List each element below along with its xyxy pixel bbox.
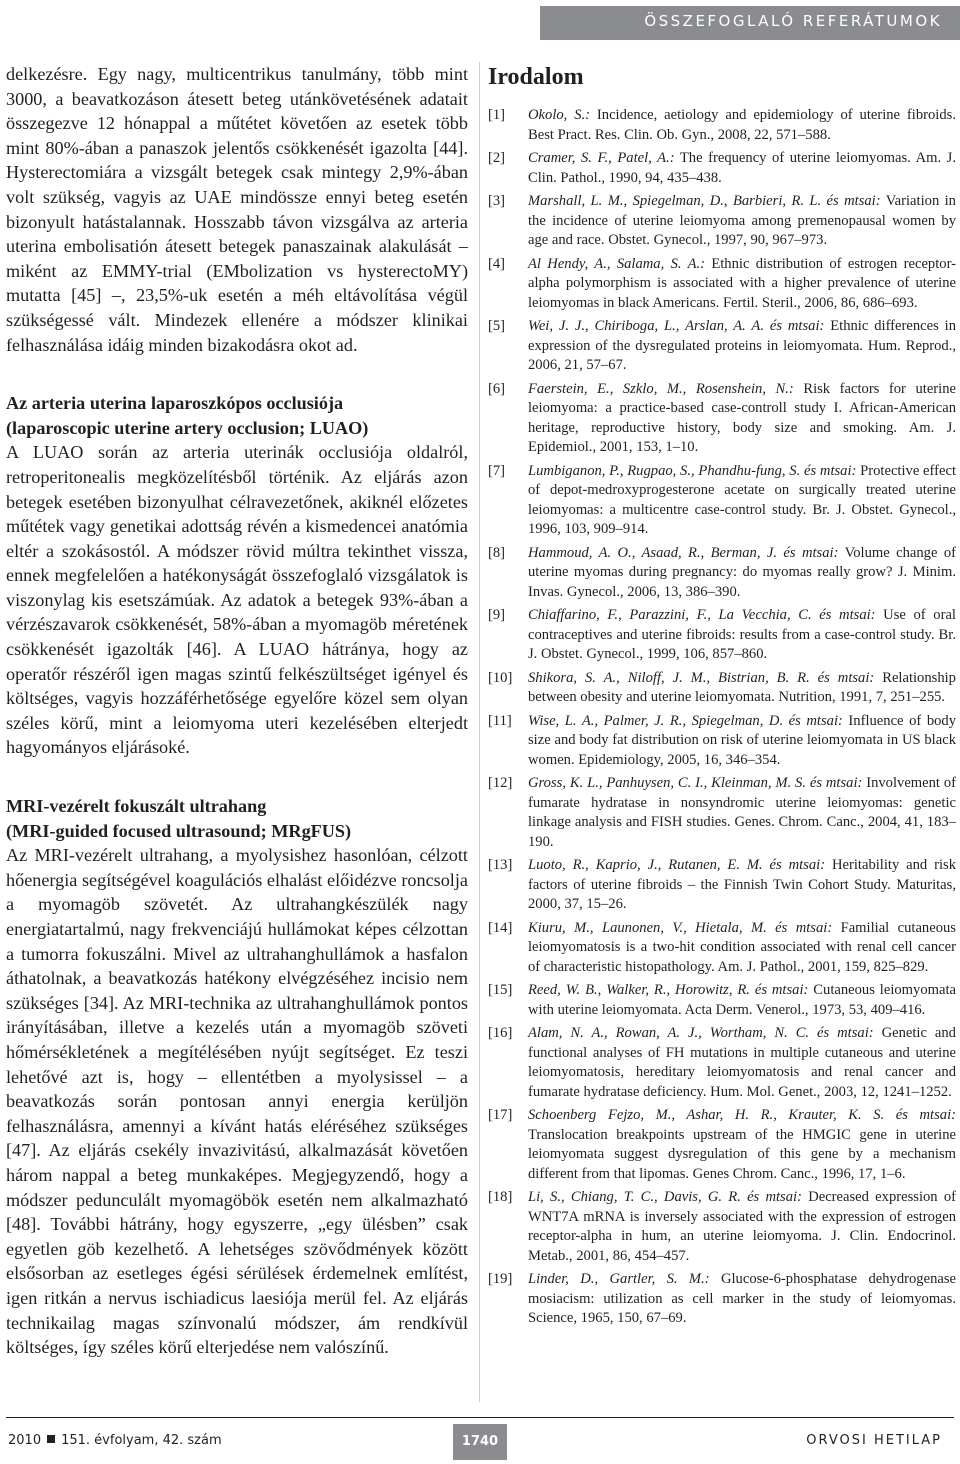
references-column — [488, 62, 956, 1333]
reference-authors: Wise, L. A., Palmer, J. R., Spiegelman, D. és mtsai: — [528, 712, 843, 729]
reference-item — [488, 856, 956, 915]
main-text-column — [6, 62, 468, 1360]
reference-number: [19] — [488, 1271, 513, 1287]
reference-item — [488, 774, 956, 852]
reference-authors: Reed, W. B., Walker, R., Horowitz, R. és mtsai: — [528, 982, 809, 998]
reference-citation: Ethnic differences in expression of the dysregulated proteins in leiomyomata. Hum. Reprod., 2006, 21, 57–67. — [528, 318, 956, 373]
reference-number: [15] — [488, 982, 513, 998]
reference-item — [488, 712, 956, 771]
reference-item — [488, 255, 956, 314]
footer-volume: 151. évfolyam, 42. szám — [61, 1433, 222, 1448]
reference-number: [1] — [488, 107, 506, 123]
reference-number: [11] — [488, 712, 512, 729]
reference-citation: Risk factors for uterine leiomyoma: a practice-based case-controll study I. African-American heritage, reproductive history, body size and smoking. Am. J. Epidemiol., 2001, 153, 1–10. — [528, 380, 956, 455]
reference-item — [488, 149, 956, 188]
reference-item — [488, 106, 956, 145]
reference-citation: Involvement of fumarate hydratase in nonsyndromic uterine leiomyomas: genetic linkage analysis and FISH studies. Genes. Chrom. Canc., 2004, 41, 183–190. — [528, 775, 956, 850]
reference-number: [8] — [488, 544, 506, 561]
reference-number: [4] — [488, 255, 506, 272]
page-number: 1740 — [453, 1424, 507, 1460]
journal-name: ORVOSI HETILAP — [806, 1433, 942, 1448]
reference-citation: Variation in the incidence of uterine leiomyoma among premenopausal women by age and race. Obstet. Gynecol., 1997, 90, 967–973. — [528, 193, 956, 248]
reference-number: [18] — [488, 1189, 513, 1205]
reference-authors: Faerstein, E., Szklo, M., Rosenshein, N.: — [528, 380, 794, 397]
reference-authors: Wei, J. J., Chiriboga, L., Arslan, A. A. és mtsai: — [528, 318, 825, 334]
heading-luao-line1: Az arteria uterina laparoszkópos occlusiója — [6, 393, 344, 414]
reference-citation: Glucose-6-phosphatase dehydrogenase mosiacism: utilization as cell marker in the study of leiomyomas. Science, 1965, 150, 67–69. — [528, 1271, 956, 1326]
reference-authors: Okolo, S.: — [528, 107, 591, 123]
reference-item — [488, 606, 956, 665]
section-label: ÖSSZEFOGLALÓ REFERÁTUMOK — [644, 12, 942, 30]
footer-rule — [6, 1417, 954, 1418]
reference-number: [3] — [488, 193, 506, 209]
column-divider — [479, 62, 480, 1402]
reference-authors: Li, S., Chiang, T. C., Davis, G. R. és mtsai: — [528, 1189, 802, 1205]
reference-authors: Al Hendy, A., Salama, S. A.: — [528, 255, 706, 272]
reference-citation: Ethnic distribution of estrogen receptor-alpha polymorphism is associated with a higher prevalence of uterine leiomyomas in black Americans. Fertil. Steril., 2006, 86, 686–693. — [528, 255, 956, 311]
reference-citation: The frequency of uterine leiomyomas. Am. J. Clin. Pathol., 1990, 94, 435–438. — [528, 150, 956, 186]
reference-citation: Translocation breakpoints upstream of the HMGIC gene in uterine leiomyomata suggest dysregulation of this gene by a mechanism different from that lipomas. Genes Chrom. Canc., 1996, 17, 1–6. — [528, 1126, 956, 1182]
paragraph-uae-outcomes: delkezésre. Egy nagy, multicentrikus tanulmány, több mint 3000, a beavatkozáson átesett beteg utánkövetésének adatait összegezve 12 hónappal a műtétet követően az esetek több mint 80%-ában a panaszok jelentős csökkenését igazolta [44]. Hysterectomiára a vizsgált betegek csak mintegy 2,9%-ában volt szükség, vagyis az UAE mindössze ennyi beteg esetén bizonyult hatástalannak. Hosszabb távon vizsgálva az arteria uterina embolisatión átesett betegek panaszainak alakulását – miként az EMMY-trial (EMbolization vs hysterectoMY) mutatta [45] –, 23,5%-uk esetén a méh eltávolítása végül szükségessé vált. Mindezek ellenére a módszer klinikai felhasználása idáig minden bizakodásra okot ad. — [6, 64, 468, 355]
reference-item — [488, 192, 956, 251]
reference-citation: Use of oral contraceptives and uterine fibroids: results from a case-control study. Br. J. Obstet. Gynecol., 1999, 106, 857–860. — [528, 607, 956, 662]
reference-list — [488, 106, 956, 1329]
reference-number: [13] — [488, 857, 513, 873]
reference-citation: Heritability and risk factors of uterine fibroids – the Finnish Twin Cohort Study. Maturitas, 2000, 37, 15–26. — [528, 857, 956, 912]
reference-authors: Lumbiganon, P., Rugpao, S., Phandhu-fung, S. és mtsai: — [528, 462, 857, 479]
reference-number: [17] — [488, 1107, 513, 1123]
reference-item — [488, 669, 956, 708]
reference-authors: Shikora, S. A., Niloff, J. M., Bistrian, B. R. és mtsai: — [528, 669, 875, 686]
reference-citation: Influence of body size and body fat distribution on risk of uterine leiomyomata in US black women. Epidemiology, 2005, 16, 346–354. — [528, 712, 956, 768]
paragraph-luao: A LUAO során az arteria uterinák occlusiója oldalról, retroperitonealis megközelítésből történik. Az eljárás azon betegek esetében bizonyulhat célravezetőnek, akiknél előzetes műtétek vagy genetikai adottság révén a kismedencei anatómia eltér a szokásostól. A módszer rövid múltra tekinthet vissza, ennek megfelelően a hatékonyságát összefoglaló vizsgálatok is viszonylag kis esetszámúak. Az adatok a betegek 93%-ában a vérzészavarok csökkenését, 58%-ában a myomagöb méretének csökkenését igazolták [46]. A LUAO hátránya, hogy az operatőr részéről igen magas szintű felkészültséget igényel és költséges, vagyis hozzáférhetősége egyelőre közel sem olyan széles körű, mint a leiomyoma uteri kezelésében elterjedt hagyományos eljárásoké. — [6, 442, 468, 758]
reference-number: [9] — [488, 607, 506, 623]
heading-mrgfus — [6, 794, 468, 843]
heading-luao-line2: (laparoscopic uterine artery occlusion; LUAO) — [6, 417, 369, 438]
reference-authors: Linder, D., Gartler, S. M.: — [528, 1271, 710, 1287]
reference-authors: Kiuru, M., Launonen, V., Hietala, M. és mtsai: — [528, 919, 833, 936]
reference-authors: Hammoud, A. O., Asaad, R., Berman, J. és mtsai: — [528, 544, 839, 561]
reference-authors: Alam, N. A., Rowan, A. J., Wortham, N. C. és mtsai: — [528, 1025, 874, 1041]
reference-number: [2] — [488, 150, 506, 166]
square-bullet-icon — [47, 1435, 55, 1443]
reference-citation: Volume change of uterine myomas during pregnancy: do myomas really grow? J. Minim. Invas. Gynecol., 2006, 13, 386–390. — [528, 544, 956, 600]
footer-issue — [8, 1433, 222, 1448]
reference-number: [14] — [488, 919, 513, 936]
reference-item — [488, 1106, 956, 1184]
reference-number: [12] — [488, 775, 513, 791]
header-band — [0, 0, 960, 46]
reference-number: [10] — [488, 669, 513, 686]
references-title: Irodalom — [488, 64, 584, 90]
reference-number: [5] — [488, 318, 506, 334]
reference-item — [488, 1270, 956, 1329]
reference-citation: Protective effect of depot-medroxyprogesterone acetate on surgically treated uterine leiomyomas: a multicentre case-control study. Br. J. Obstet. Gynecol., 1996, 103, 909–914. — [528, 462, 956, 537]
reference-number: [7] — [488, 462, 506, 479]
reference-item — [488, 317, 956, 376]
reference-item — [488, 544, 956, 603]
reference-item — [488, 981, 956, 1020]
reference-authors: Chiaffarino, F., Parazzini, F., La Vecchia, C. és mtsai: — [528, 607, 876, 623]
footer-year: 2010 — [8, 1433, 42, 1448]
heading-luao — [6, 391, 468, 440]
reference-citation: Incidence, aetiology and epidemiology of uterine fibroids. Best Pract. Res. Clin. Ob. Gyn., 2008, 22, 571–588. — [528, 107, 956, 143]
reference-item — [488, 462, 956, 540]
reference-number: [6] — [488, 380, 506, 397]
reference-item — [488, 1024, 956, 1102]
reference-item — [488, 919, 956, 978]
reference-number: [16] — [488, 1025, 513, 1041]
heading-mrgfus-line2: (MRI-guided focused ultrasound; MRgFUS) — [6, 820, 352, 841]
reference-citation: Genetic and functional analyses of FH mutations in multiple cutaneous and uterine leiomyomatosis, hereditary leiomyomatosis and renal cancer and fumarate hydratase deficiency. Hum. Mol. Genet., 2003, 12, 1241–1252. — [528, 1025, 956, 1100]
heading-mrgfus-line1: MRI-vezérelt fokuszált ultrahang — [6, 796, 267, 817]
reference-item — [488, 380, 956, 458]
reference-authors: Marshall, L. M., Spiegelman, D., Barbieri, R. L. és mtsai: — [528, 193, 881, 209]
reference-citation: Relationship between obesity and uterine leiomyomata. Nutrition, 1991, 7, 251–255. — [528, 669, 956, 705]
reference-authors: Schoenberg Fejzo, M., Ashar, H. R., Krauter, K. S. és mtsai: — [528, 1107, 956, 1123]
reference-citation: Decreased expression of WNT7A mRNA is inversely associated with the expression of estrogen receptor-alpha in hum, an uterine leiomyoma. J. Clin. Endocrinol. Metab., 2001, 86, 454–457. — [528, 1189, 956, 1264]
reference-item — [488, 1188, 956, 1266]
reference-citation: Cutaneous leiomyomata with uterine leiomyomata. Acta Derm. Venerol., 1973, 53, 409–416. — [528, 982, 956, 1018]
reference-citation: Familial cutaneous leiomyomatosis is a two-hit condition associated with renal cell cancer of characteristic histopathology. Am. J. Pathol., 2001, 159, 825–829. — [528, 919, 956, 975]
reference-authors: Cramer, S. F., Patel, A.: — [528, 150, 675, 166]
paragraph-mrgfus: Az MRI-vezérelt ultrahang, a myolysishez hasonlóan, célzott hőenergia segítségével koagulációs elhalást előidézve roncsolja a myomagöb szövetét. Az ultrahangkészülék nagy energiatartalmú, nagy frekvenciájú hullámokat képes célzottan a tumorra fokuszálni. Mivel az ultrahanghullámok a hasfalon áthatolnak, a beavatkozás hatékony elvégzéséhez incisio nem szükséges [34]. Az MRI-technika az ultrahanghullámok pontos irányításában, illetve a kezelés után a myomagöb szöveti hőmérsékletének a megítélésében nyújt segítséget. Ez teszi lehetővé azt is, hogy – ellentétben a myolysissel – a beavatkozás során pontosan annyi energia kerüljön felhasználásra, amennyi a kívánt hatás eléréséhez szükséges [47]. Az eljárás csekély invazivitású, alkalmazását követően három nappal a beteg munkaképes. Megjegyzendő, hogy a módszer pedunculált myomagöbök esetén nem alkalmazható [48]. További hátrány, hogy egyszerre, „egy ülésben” csak egyetlen göb kezelhető. A lehetséges szövődmények között elsősorban az esetleges égési sérülések érdemelnek említést, igen ritkán a nervus ischiadicus laesiója merül fel. Az eljárás technikailag magas színvonalú módszer, ám rendkívül költséges, így széles körű elterjedése nem valószínű. — [6, 845, 468, 1358]
reference-authors: Gross, K. L., Panhuysen, C. I., Kleinman, M. S. és mtsai: — [528, 775, 863, 791]
reference-authors: Luoto, R., Kaprio, J., Rutanen, E. M. és mtsai: — [528, 857, 826, 873]
